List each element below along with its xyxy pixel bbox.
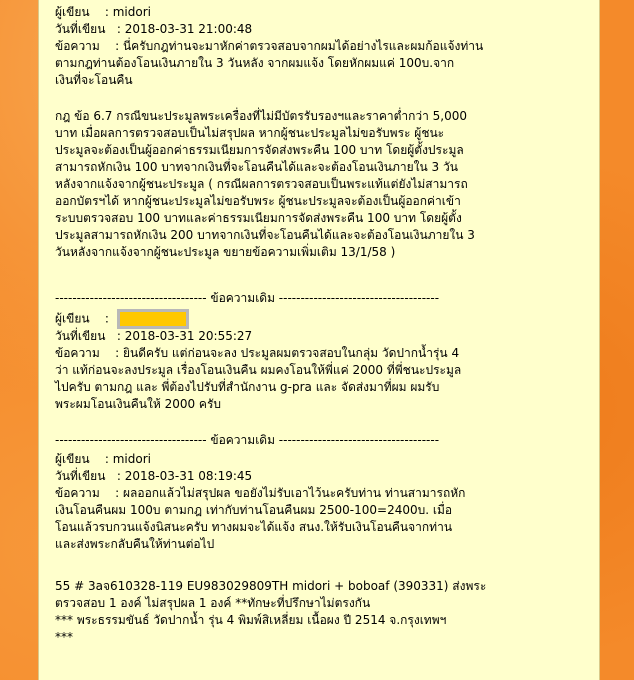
item-line: ตรวจสอบ 1 องค์ ไม่สรุปผล 1 องค์ **ทักษะที่ปรึกษาไม่ตรงกัน: [55, 596, 371, 610]
body-line: และส่งพระกลับคืนให้ท่านต่อไป: [55, 537, 215, 551]
author-label: ผู้เขียน: [55, 311, 90, 326]
body-line: : ผลออกแล้วไม่สรุปผล ขอยังไม่รับเอาไว้นะครับท่าน ท่านสามารถหัก: [115, 486, 466, 500]
body-line: ว่า แท้ก่อนจะลงประมูล เรื่องโอนเงินคืน ผมคงโอนให้พี่แค่ 2000 ที่พี่ชนะประมูล: [55, 363, 462, 377]
date-value: 2018-03-31 08:19:45: [124, 469, 253, 483]
body-row: [55, 485, 535, 502]
item-block: [55, 578, 535, 646]
author-row: ผู้เขียน : midori: [55, 5, 151, 19]
body-line: เงินโอนคืนผม 100บ ตามกฎ เท่ากับท่านโอนคืนผม 2500-100=2400บ. เมื่อ: [55, 503, 453, 517]
author-name: midori: [112, 5, 151, 19]
date-row: วันที่เขียน : 2018-03-31 20:55:27: [55, 329, 253, 343]
rule-line: ระบบตรวจสอบ 100 บาทและค่าธรรมเนียมการจัดส่งพระคืน 100 บาท โดยผู้ตั้ง: [55, 211, 462, 225]
date-label: วันที่เขียน: [55, 469, 106, 483]
author-row: ผู้เขียน :: [55, 309, 535, 328]
redacted-author: [117, 309, 189, 329]
body-line: พระผมโอนเงินคืนให้ 2000 ครับ: [55, 397, 222, 411]
rule-line: สามารถหักเงิน 100 บาทจากเงินที่จะโอนคืนได้และจะต้องโอนเงินภายใน 3 วัน: [55, 160, 458, 174]
rule-line: กฎ ข้อ 6.7 กรณีขนะประมูลพระเครื่องที่ไม่มีบัตรรับรองฯและราคาต่ำกว่า 5,000: [55, 109, 468, 123]
date-label: วันที่เขียน: [55, 22, 106, 36]
body-line: : นี่ครับกฎท่านจะมาหักค่าตรวจสอบจากผมได้อย่างไรและผมก้อแจ้งท่าน: [115, 39, 484, 53]
body-label: ข้อความ: [55, 39, 100, 53]
rule-line: ประมูลสามารถหักเงิน 200 บาทจากเงินที่จะโอนคืนได้และจะต้องโอนเงินภายใน 3: [55, 228, 475, 242]
body-row: [55, 345, 535, 362]
date-value: 2018-03-31 20:55:27: [124, 329, 253, 343]
original-message-divider: ----------------------------------- ข้อความเดิม -------------------------------------: [55, 291, 440, 305]
body-row: [55, 38, 535, 55]
body-line: ตามกฎท่านต้องโอนเงินภายใน 3 วันหลัง จากผมแจ้ง โดยหักผมแค่ 100บ.จาก: [55, 56, 455, 70]
body-label: ข้อความ: [55, 486, 100, 500]
rule-block: [55, 108, 535, 261]
rule-line: บาท เมื่อผลการตรวจสอบเป็นไม่สรุปผล หากผู้ชนะประมูลไม่ขอรับพระ ผู้ชนะ: [55, 126, 445, 140]
date-row: วันที่เขียน : 2018-03-31 21:00:48: [55, 22, 253, 36]
item-line: ***: [55, 630, 73, 644]
body-line: : ยินดีครับ แต่ก่อนจะลง ประมูลผมตรวจสอบในกลุ่ม วัดปากน้ำรุ่น 4: [115, 346, 460, 360]
date-row: วันที่เขียน : 2018-03-31 08:19:45: [55, 469, 253, 483]
body-label: ข้อความ: [55, 346, 100, 360]
body-line: ไปครับ ตามกฎ และ พี่ต้องไปรับที่สำนักงาน g-pra และ จัดส่งมาที่ผม ผมรับ: [55, 380, 440, 394]
item-line: 55 # 3aจ610328-119 EU983029809TH midori + boboaf (390331) ส่งพระ: [55, 579, 487, 593]
body-line: เงินที่จะโอนคืน: [55, 73, 133, 87]
author-label: ผู้เขียน: [55, 5, 90, 19]
original-message-divider: ----------------------------------- ข้อความเดิม -------------------------------------: [55, 433, 440, 447]
message-1: [55, 4, 535, 89]
body-line: โอนแล้วรบกวนแจ้งนิสนะครับ ทางผมจะได้แจ้ง สนง.ให้รับเงินโอนคืนจากท่าน: [55, 520, 453, 534]
author-name: midori: [112, 452, 151, 466]
author-row: ผู้เขียน : midori: [55, 452, 151, 466]
item-line: *** พระธรรมขันธ์ วัดปากน้ำ รุ่น 4 พิมพ์สิเหลี่ยม เนื้อผง ปี 2514 จ.กรุงเทพฯ: [55, 613, 447, 627]
date-value: 2018-03-31 21:00:48: [124, 22, 253, 36]
rule-line: หลังจากแจ้งจากผู้ชนะประมูล ( กรณีผลการตรวจสอบเป็นพระแท้แต่ยังไม่สามารถ: [55, 177, 468, 191]
message-3: [55, 432, 535, 553]
rule-line: วันหลังจากแจ้งจากผู้ชนะประมูล ขยายข้อความเพิ่มเติม 13/1/58 ): [55, 245, 396, 259]
date-label: วันที่เขียน: [55, 329, 106, 343]
message-2: [55, 290, 535, 413]
author-label: ผู้เขียน: [55, 452, 90, 466]
rule-line: ประมูลจะต้องเป็นผู้ออกค่าธรรมเนียมการจัดส่งพระคืน 100 บาท โดยผู้ตั้งประมูล: [55, 143, 464, 157]
rule-line: ออกบัตรฯได้ หากผู้ชนะประมูลไม่ขอรับพระ ผู้ชนะประมูลจะต้องเป็นผู้ออกค่าเข้า: [55, 194, 461, 208]
